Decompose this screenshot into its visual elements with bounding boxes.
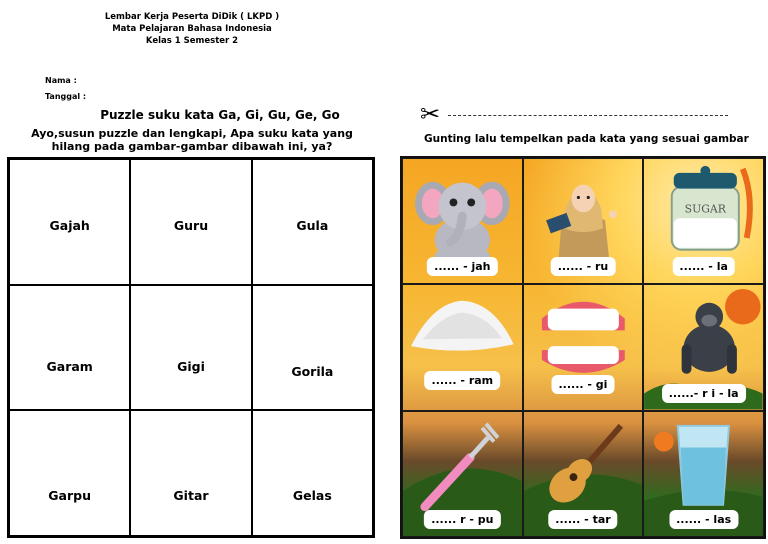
syllable-label: ...... - gi [552,375,615,394]
word-cell[interactable] [130,159,251,285]
class-line: Kelas 1 Semester 2 [145,36,239,46]
cut-line [448,115,728,116]
puzzle-piece[interactable] [643,411,764,537]
word-label: Garpu [48,488,92,504]
word-cell[interactable] [9,410,130,536]
word-cell[interactable] [9,159,130,285]
syllable-label: ...... r - pu [424,510,500,529]
word-cell[interactable] [9,285,130,411]
word-cell[interactable] [130,285,251,411]
puzzle-piece[interactable] [523,284,644,410]
puzzle-piece[interactable] [643,158,764,284]
puzzle-piece[interactable] [523,158,644,284]
syllable-label: ......- r i - la [662,384,746,403]
syllable-label: ...... - ru [551,257,616,276]
instruction-line-2: hilang pada gambar-gambar dibawah ini, ya? [51,140,333,153]
worksheet-title: Lembar Kerja Peserta DiDik ( LKPD ) [104,12,280,22]
syllable-label: ...... - ram [425,371,501,390]
syllable-label: ...... - las [669,510,738,529]
instruction-line-1: Ayo,susun puzzle dan lengkapi, Apa suku kata yang [31,127,353,140]
salt-pile-icon [403,285,522,409]
puzzle-piece[interactable] [643,284,764,410]
syllable-label: ...... - la [672,257,735,276]
scissors-icon: ✂ [420,100,441,128]
puzzle-piece[interactable] [402,411,523,537]
word-label: Gula [296,218,329,233]
subject-line: Mata Pelajaran Bahasa Indonesia [112,24,272,34]
syllable-label: ...... - jah [427,257,497,276]
puzzle-title: Puzzle suku kata Ga, Gi, Gu, Ge, Go [100,108,340,122]
word-grid [7,157,375,538]
cut-instruction: Gunting lalu tempelkan pada kata yang sesuai gambar [424,133,749,145]
puzzle-piece[interactable] [523,411,644,537]
word-cell[interactable] [130,410,251,536]
syllable-label: ...... - tar [548,510,617,529]
puzzle-piece[interactable] [402,158,523,284]
sugar-jar-text: SUGAR [685,202,727,216]
puzzle-board [400,156,766,539]
word-label: Gigi [177,358,205,374]
word-label: Gelas [292,488,332,504]
word-label: Gitar [173,488,209,504]
word-cell[interactable] [252,285,373,411]
nama-label: Nama : [45,76,77,85]
word-label: Gajah [49,218,90,233]
word-cell[interactable] [252,410,373,536]
puzzle-piece[interactable] [402,284,523,410]
word-label: Gorila [291,363,334,379]
tanggal-label: Tanggal : [45,92,87,101]
word-cell[interactable] [252,159,373,285]
word-label: Garam [46,358,93,374]
word-label: Guru [173,218,209,233]
